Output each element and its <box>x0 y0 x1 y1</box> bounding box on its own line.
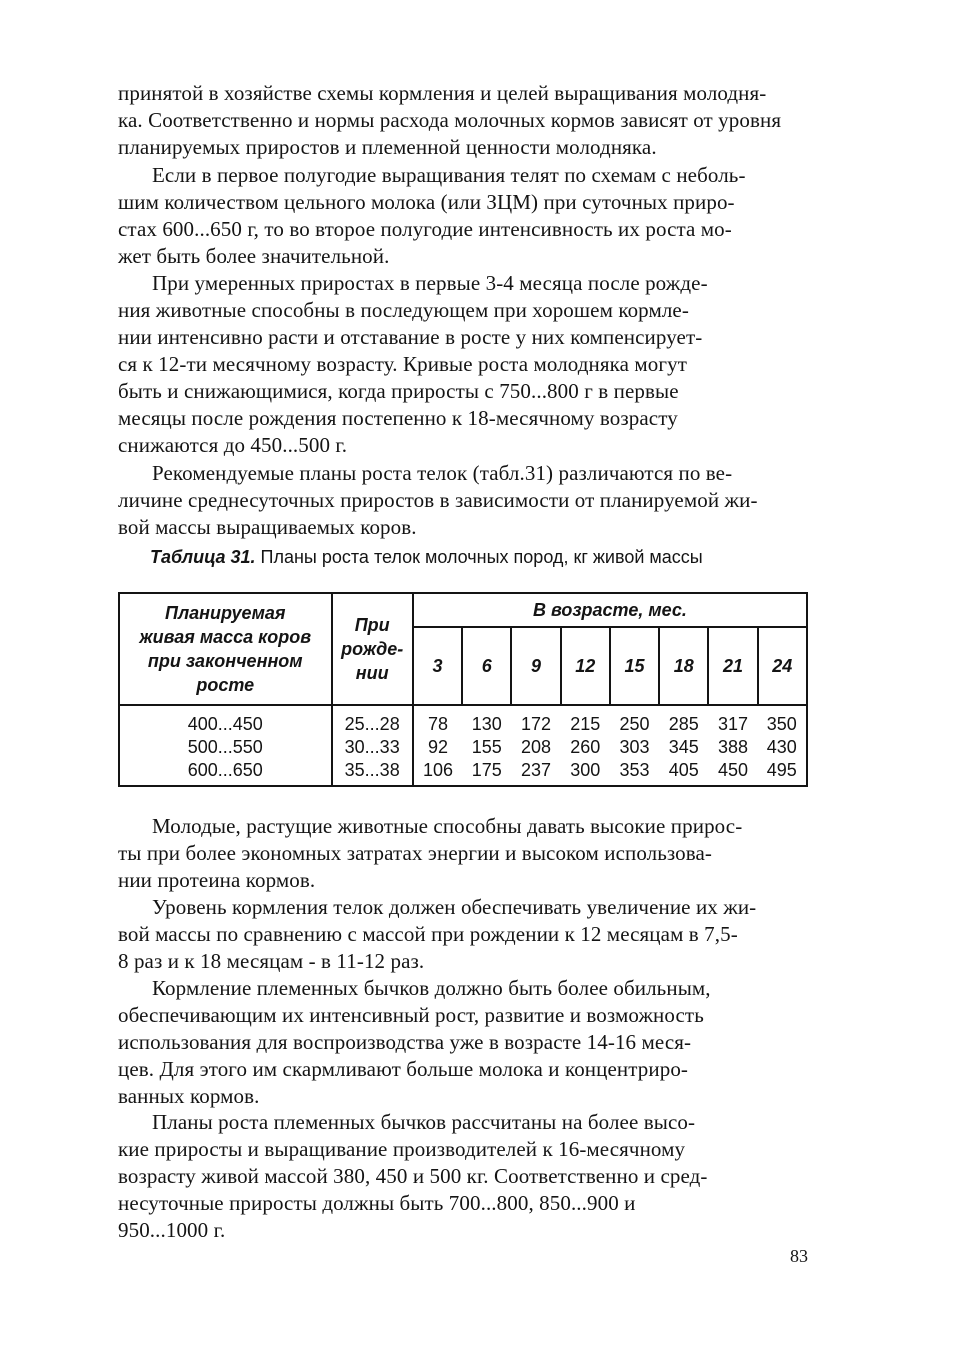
text-line: кие приросты и выращивание производителей к 16-месячному <box>118 1137 686 1161</box>
table-row <box>119 759 807 786</box>
cell-value: 450 <box>708 759 757 786</box>
header-age-9: 9 <box>511 627 560 705</box>
paragraph-intro-continuation <box>118 80 810 161</box>
text-line: возрасту живой массой 380, 450 и 500 кг. Соответственно и сред- <box>118 1164 708 1188</box>
cell-birth: 25...28 <box>332 705 413 736</box>
table-caption-text: Планы роста телок молочных пород, кг живой массы <box>255 547 703 567</box>
text-line: шим количеством цельного молока (или ЗЦМ) при суточных приро- <box>118 190 735 214</box>
header-line: рожде- <box>341 639 404 659</box>
cell-value: 172 <box>520 714 552 734</box>
header-planned-mass <box>119 593 332 705</box>
cell-mass: 500...550 <box>119 736 332 759</box>
text-line: несуточные приросты должны быть 700...800, 850...900 и <box>118 1191 636 1215</box>
text-line: Уровень кормления телок должен обеспечивать увеличение их жи- <box>152 895 757 919</box>
cell-value: 388 <box>717 737 749 757</box>
text-line: планируемых приростов и племенной ценности молодняка. <box>118 135 657 159</box>
text-line: обеспечивающим их интенсивный рост, развитие и возможность <box>118 1003 704 1027</box>
text-line: цев. Для этого им скармливают больше молока и концентриро- <box>118 1057 689 1081</box>
cell-value: 430 <box>758 736 807 759</box>
paragraph-bull-feeding <box>118 975 810 1110</box>
cell-value: 303 <box>619 737 650 757</box>
table-row <box>119 736 807 759</box>
table-caption <box>150 547 703 568</box>
cell-value: 345 <box>668 737 699 757</box>
text-line: нии интенсивно расти и отставание в росте у них компенсирует- <box>118 325 703 349</box>
header-line: При <box>354 615 390 635</box>
text-line: принятой в хозяйстве схемы кормления и целей выращивания молодня- <box>118 81 767 105</box>
text-line: жет быть более значительной. <box>118 244 390 268</box>
header-age-6: 6 <box>462 627 511 705</box>
table-row <box>119 705 807 736</box>
text-line: 950...1000 г. <box>118 1218 226 1242</box>
header-age-3: 3 <box>413 627 462 705</box>
page-number: 83 <box>790 1246 808 1266</box>
header-at-birth <box>332 593 413 705</box>
table-caption-label: Таблица 31. <box>150 547 256 567</box>
text-line: Молодые, растущие животные способны давать высокие прирос- <box>152 814 743 838</box>
paragraph-moderate-gains <box>118 270 810 459</box>
text-line: Кормление племенных бычков должно быть более обильным, <box>152 976 711 1000</box>
header-age-group: В возрасте, мес. <box>413 593 807 627</box>
header-line: Планируемая <box>165 603 286 623</box>
header-age-18: 18 <box>659 627 708 705</box>
cell-value: 78 <box>413 705 462 736</box>
text-line: быть и снижающимися, когда приросты с 750...800 г в первые <box>118 379 679 403</box>
header-line: при законченном <box>147 651 303 671</box>
growth-plan-table <box>118 592 808 787</box>
paragraph-first-half-year <box>118 162 810 270</box>
text-line: ты при более экономных затратах энергии и высоком использова- <box>118 841 713 865</box>
cell-value: 130 <box>471 714 502 734</box>
paragraph-recommended-plans <box>118 460 810 541</box>
header-line: живая масса коров <box>139 627 312 647</box>
text-line: стах 600...650 г, то во второе полугодие интенсивность их роста мо- <box>118 217 732 241</box>
cell-value: 208 <box>520 737 552 757</box>
text-line: вой массы по сравнению с массой при рождении к 12 месяцам в 7,5- <box>118 922 738 946</box>
text-line: 8 раз и к 18 месяцам - в 11-12 раз. <box>118 949 425 973</box>
cell-value: 250 <box>619 714 650 734</box>
paragraph-feeding-level <box>118 894 810 975</box>
text-line: вой массы выращиваемых коров. <box>118 515 417 539</box>
header-line: росте <box>196 675 255 695</box>
text-line: При умеренных приростах в первые 3-4 месяца после рожде- <box>152 271 708 295</box>
cell-value: 106 <box>413 759 462 786</box>
text-line: Если в первое полугодие выращивания телят по схемам с неболь- <box>152 163 746 187</box>
cell-birth: 35...38 <box>332 759 413 786</box>
cell-value: 92 <box>413 736 462 759</box>
header-age-24: 24 <box>758 627 807 705</box>
text-line: использования для воспроизводства уже в возрасте 14-16 меся- <box>118 1030 692 1054</box>
text-line: личине среднесуточных приростов в зависимости от планируемой жи- <box>118 488 758 512</box>
header-line: нии <box>355 663 389 683</box>
text-line: Планы роста племенных бычков рассчитаны на более высо- <box>152 1110 696 1134</box>
cell-mass: 400...450 <box>119 705 332 736</box>
cell-value: 495 <box>758 759 807 786</box>
cell-birth: 30...33 <box>332 736 413 759</box>
cell-value: 350 <box>758 705 807 736</box>
paragraph-bull-growth-plans <box>118 1109 810 1244</box>
header-age-15: 15 <box>610 627 659 705</box>
cell-mass: 600...650 <box>119 759 332 786</box>
cell-value: 237 <box>511 759 560 786</box>
text-line: ка. Соответственно и нормы расхода молочных кормов зависят от уровня <box>118 108 782 132</box>
header-age-12: 12 <box>561 627 610 705</box>
paragraph-young-animals <box>118 813 810 894</box>
header-age-21: 21 <box>708 627 757 705</box>
text-line: Рекомендуемые планы роста телок (табл.31) различаются по ве- <box>152 461 733 485</box>
text-line: месяцы после рождения постепенно к 18-месячному возрасту <box>118 406 678 430</box>
cell-value: 353 <box>610 759 659 786</box>
cell-value: 300 <box>561 759 610 786</box>
cell-value: 215 <box>570 714 601 734</box>
cell-value: 260 <box>570 737 601 757</box>
text-line: снижаются до 450...500 г. <box>118 433 348 457</box>
cell-value: 175 <box>462 759 511 786</box>
text-line: ся к 12-ти месячному возрасту. Кривые роста молодняка могут <box>118 352 687 376</box>
cell-value: 155 <box>471 737 502 757</box>
cell-value: 317 <box>717 714 749 734</box>
text-line: нии протеина кормов. <box>118 868 316 892</box>
text-line: ния животные способны в последующем при хорошем кормле- <box>118 298 689 322</box>
cell-value: 405 <box>659 759 708 786</box>
text-line: ванных кормов. <box>118 1084 260 1108</box>
cell-value: 285 <box>668 714 699 734</box>
